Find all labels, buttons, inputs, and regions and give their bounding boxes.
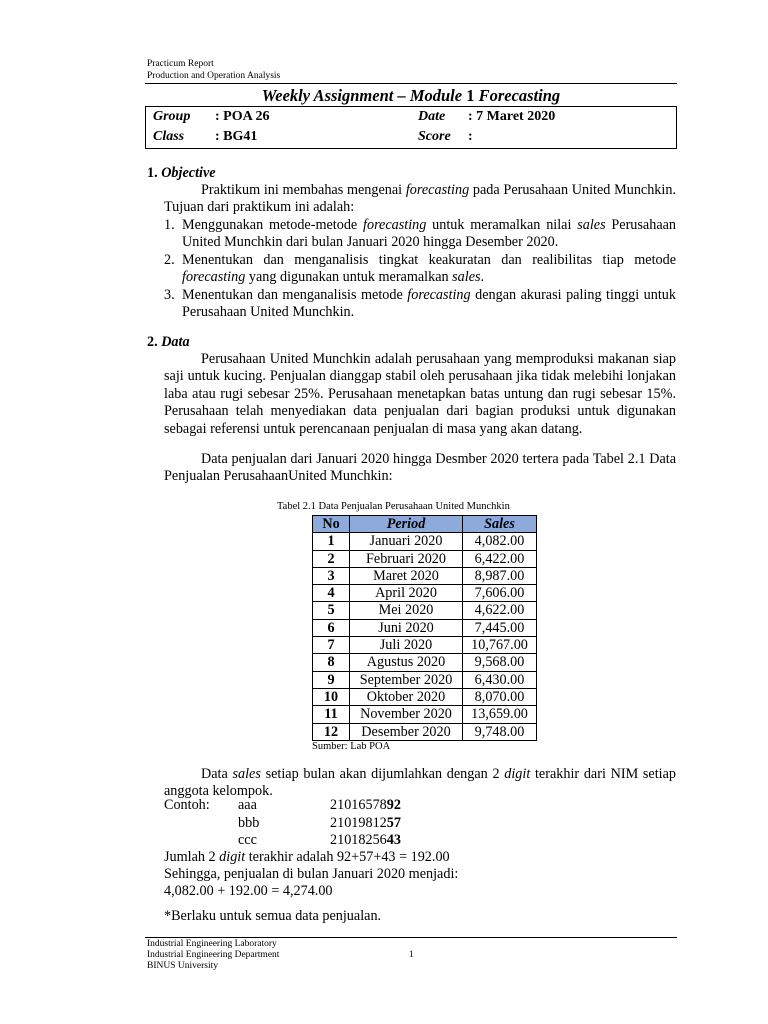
result-line: 4,082.00 + 192.00 = 4,274.00: [164, 883, 333, 899]
date-value: : 7 Maret 2020: [468, 109, 556, 124]
cell-no: 10: [313, 688, 350, 705]
example-name: bbb: [238, 815, 260, 831]
cell-period: Oktober 2020: [350, 688, 463, 705]
objective-heading: 1. Objective: [147, 165, 216, 181]
note-line: *Berlaku untuk semua data penjualan.: [164, 908, 382, 924]
table-row: [313, 533, 537, 550]
table-row: [313, 550, 537, 567]
col-header-no: No: [313, 516, 350, 533]
table-caption: Tabel 2.1 Data Penjualan Perusahaan United Munchkin: [277, 501, 510, 512]
cell-no: 1: [313, 533, 350, 550]
page-number: 1: [409, 950, 414, 960]
example-nim: 2101825643: [330, 832, 401, 848]
sum-line: Jumlah 2 digit terakhir adalah 92+57+43 = 192.00: [164, 849, 450, 865]
cell-sales: 6,430.00: [463, 671, 537, 688]
cell-period: Juni 2020: [350, 619, 463, 636]
cell-no: 6: [313, 619, 350, 636]
data-paragraph-1: Perusahaan United Munchkin adalah perusahaan yang memproduksi makanan siap saji untuk kucing. Penjualan dianggap stabil oleh perusahaan jika tidak melebihi lonjakan laba atau rugi sebesar 25%. Perusahaan menetapkan batas untung dan rugi sebesar 15%. Perusahaan telah menyediakan data penjualan dari bagian produksi untuk digunakan sebagai referensi untuk perencanaan penjualan di masa yang akan datang.: [164, 351, 676, 437]
cell-sales: 10,767.00: [463, 637, 537, 654]
table-row: [313, 619, 537, 636]
date-label: Date: [418, 109, 446, 124]
footer-lab: Industrial Engineering Laboratory: [147, 939, 277, 949]
objective-list: [164, 217, 676, 321]
objective-item: 1. Menggunakan metode-metode forecasting untuk meramalkan nilai sales Perusahaan United Munchkin dari bulan Januari 2020 hingga Desember 2020.: [164, 217, 677, 251]
cell-sales: 7,606.00: [463, 585, 537, 602]
cell-no: 12: [313, 723, 350, 740]
table-row: [313, 688, 537, 705]
sales-table: [312, 515, 537, 741]
class-value: : BG41: [215, 129, 258, 144]
cell-no: 5: [313, 602, 350, 619]
cell-no: 2: [313, 550, 350, 567]
cell-period: Agustus 2020: [350, 654, 463, 671]
score-label: Score: [418, 129, 451, 144]
cell-period: Desember 2020: [350, 723, 463, 740]
contoh-label: Contoh:: [164, 797, 210, 813]
table-row: [313, 602, 537, 619]
cell-no: 3: [313, 567, 350, 584]
footer-rule: [145, 937, 677, 938]
table-row: [313, 706, 537, 723]
cell-sales: 13,659.00: [463, 706, 537, 723]
cell-sales: 8,987.00: [463, 567, 537, 584]
cell-sales: 4,622.00: [463, 602, 537, 619]
table-row: [313, 671, 537, 688]
table-header-row: [313, 516, 537, 533]
result-intro-line: Sehingga, penjualan di bulan Januari 2020 menjadi:: [164, 866, 459, 882]
table-row: [313, 567, 537, 584]
objective-intro: Praktikum ini membahas mengenai forecasting pada Perusahaan United Munchkin. Tujuan dari praktikum ini adalah:: [164, 182, 676, 216]
assignment-info-box: [145, 106, 677, 149]
cell-period: April 2020: [350, 585, 463, 602]
class-label: Class: [153, 129, 185, 144]
example-nim: 2101981257: [330, 815, 401, 831]
cell-sales: 9,568.00: [463, 654, 537, 671]
cell-period: Januari 2020: [350, 533, 463, 550]
objective-item: 3. Menentukan dan menganalisis metode forecasting dengan akurasi paling tinggi untuk Perusahaan United Munchkin.: [164, 286, 676, 321]
calc-intro: Data sales setiap bulan akan dijumlahkan dengan 2 digit terakhir dari NIM setiap anggota kelompok.: [164, 766, 676, 800]
data-heading: 2. Data: [147, 334, 190, 350]
score-value: :: [468, 129, 473, 144]
cell-sales: 4,082.00: [463, 533, 537, 550]
group-value: : POA 26: [215, 109, 270, 124]
header-report-type: Practicum Report: [147, 59, 214, 69]
example-nim: 2101657892: [330, 797, 401, 813]
cell-no: 9: [313, 671, 350, 688]
table-row: [313, 723, 537, 740]
footer-department: Industrial Engineering Department: [147, 950, 280, 960]
example-name: ccc: [238, 832, 257, 848]
table-row: [313, 637, 537, 654]
header-course: Production and Operation Analysis: [147, 71, 281, 81]
cell-period: November 2020: [350, 706, 463, 723]
cell-period: September 2020: [350, 671, 463, 688]
table-source: Sumber: Lab POA: [312, 741, 391, 752]
col-header-sales: Sales: [463, 516, 537, 533]
cell-period: Februari 2020: [350, 550, 463, 567]
cell-sales: 8,070.00: [463, 688, 537, 705]
data-paragraph-2: Data penjualan dari Januari 2020 hingga Desmber 2020 tertera pada Tabel 2.1 Data Penjualan PerusahaanUnited Munchkin:: [164, 451, 676, 485]
cell-no: 4: [313, 585, 350, 602]
table-row: [313, 585, 537, 602]
col-header-period: Period: [350, 516, 463, 533]
objective-item: 2. Menentukan dan menganalisis tingkat keakuratan dan realibilitas tiap metode forecasting yang digunakan untuk meramalkan sales.: [164, 251, 676, 286]
header-rule: [145, 83, 677, 84]
cell-no: 7: [313, 637, 350, 654]
example-name: aaa: [238, 797, 257, 813]
cell-sales: 7,445.00: [463, 619, 537, 636]
cell-no: 11: [313, 706, 350, 723]
table-row: [313, 654, 537, 671]
footer-university: BINUS University: [147, 961, 218, 971]
cell-period: Maret 2020: [350, 567, 463, 584]
cell-period: Juli 2020: [350, 637, 463, 654]
cell-sales: 6,422.00: [463, 550, 537, 567]
cell-no: 8: [313, 654, 350, 671]
page-title: Weekly Assignment – Module 1 Forecasting: [261, 86, 561, 105]
group-label: Group: [153, 109, 191, 124]
cell-period: Mei 2020: [350, 602, 463, 619]
cell-sales: 9,748.00: [463, 723, 537, 740]
